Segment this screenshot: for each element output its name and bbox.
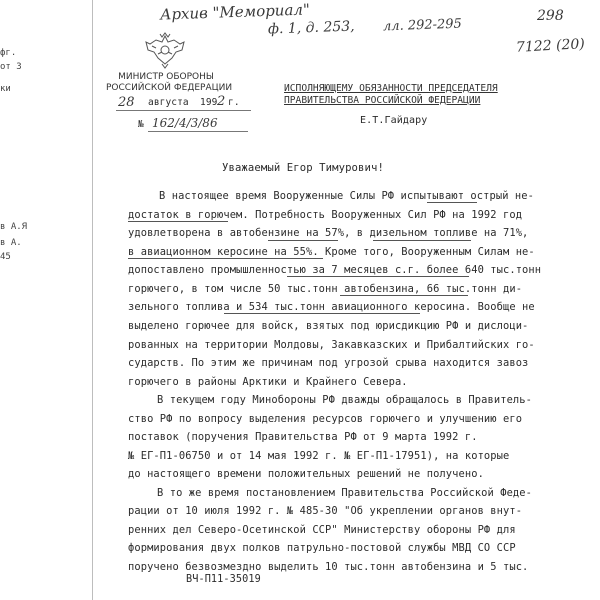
doc-number-prefix: № — [138, 119, 144, 130]
addressee-line-1: ИСПОЛНЯЮЩЕМУ ОБЯЗАННОСТИ ПРЕДСЕДАТЕЛЯ — [284, 83, 498, 94]
footer-code: ВЧ-П11-35019 — [186, 574, 261, 585]
body-line: рованных на территории Молдовы, Закавказских и Прибалтийских го- — [128, 339, 535, 351]
edge-fragment: 45 — [0, 252, 11, 262]
date-year-prefix: 199 — [200, 97, 218, 108]
doc-number-value: 162/4/3/86 — [152, 116, 218, 130]
body-line: В текущем году Минобороны РФ дважды обращалось в Правитель- — [157, 394, 532, 406]
date-day: 28 — [118, 95, 135, 110]
ministry-line-1: МИНИСТР ОБОРОНЫ — [118, 72, 214, 82]
date-line — [116, 94, 251, 111]
edge-fragment: от 3 — [0, 62, 22, 72]
date-year-suffix: г. — [228, 97, 240, 108]
underline-mark — [268, 240, 338, 241]
ministry-header — [106, 72, 233, 94]
edge-fragment: в А.Я — [0, 222, 28, 232]
ministry-line-2: РОССИЙСКОЙ ФЕДЕРАЦИИ — [106, 83, 233, 93]
edge-fragment: в А. — [0, 238, 22, 248]
body-line: горючего, в том числе 50 тыс.тонн автобензина, 66 тыс.тонн ди- — [128, 283, 523, 295]
body-line: поручено безвозмездно выделить 10 тыс.тонн автобензина и 5 тыс. — [128, 561, 529, 573]
body-line: № ЕГ-П1-06750 и от 14 мая 1992 г. № ЕГ-П1-17951), на которые — [128, 450, 510, 462]
body-line: в авиационном керосине на 55%. Кроме того, Вооруженным Силам не- — [128, 246, 535, 258]
body-line: формирования двух полков патрульно-постовой службы МВД СО ССР — [128, 542, 516, 554]
salutation: Уважаемый Егор Тимурович! — [222, 162, 384, 174]
eagle-crest-icon — [142, 30, 188, 70]
underline-mark — [427, 202, 477, 203]
addressee-name: Е.Т.Гайдару — [360, 115, 428, 126]
body-line: удовлетворена в автобензине на 57%, в дизельном топливе на 71%, — [128, 227, 529, 239]
body-line: допоставлено промышленностью за 7 месяцев с.г. более 640 тыс.тонн — [128, 264, 542, 276]
body-line: рации от 10 июля 1992 г. № 485-30 "Об укреплении органов внут- — [128, 505, 523, 517]
underline-mark — [128, 221, 228, 222]
body-line: достаток в горючем. Потребность Вооруженных Сил РФ на 1992 год — [128, 209, 523, 221]
underline-mark — [373, 240, 471, 241]
scan-fold-line — [92, 0, 93, 600]
body-line: В то же время постановлением Правительства Российской Феде- — [157, 487, 532, 499]
date-month: августа — [148, 97, 189, 108]
edge-fragment: фг. — [0, 48, 17, 58]
addressee-line-2: ПРАВИТЕЛЬСТВА РОССИЙСКОЙ ФЕДЕРАЦИИ — [284, 95, 481, 106]
underline-mark — [287, 276, 469, 277]
archive-ref-1: ф. 1, д. 253, — [267, 18, 355, 38]
body-line: выделено горючее для войск, взятых под юрисдикцию РФ и дислоци- — [128, 320, 529, 332]
corner-number: 298 — [537, 8, 564, 24]
archive-ref-2: лл. 292-295 — [382, 16, 463, 35]
doc-number-line — [138, 118, 253, 132]
body-line: зельного топлива и 534 тыс.тонн авиационного керосина. Вообще не — [128, 301, 535, 313]
body-line: В настоящее время Вооруженные Силы РФ испытывают острый не- — [159, 190, 534, 202]
body-line: ренних дел Северо-Осетинской ССР" Министерству обороны РФ для — [128, 524, 516, 536]
archive-note: Архив "Мемориал" — [159, 0, 311, 24]
body-line: поставок (поручения Правительства РФ от 9 марта 1992 г. — [128, 431, 478, 443]
edge-fragment: ки — [0, 84, 11, 94]
body-line: горючего в районы Арктики и Крайнего Севера. — [128, 376, 408, 388]
body-line: ство РФ по вопросу выделения ресурсов горючего и улучшению его — [128, 413, 523, 425]
underline-mark — [340, 295, 468, 296]
date-year-digit: 2 — [217, 94, 226, 109]
body-line: сударств. По этим же причинам под угрозой срыва находится завоз — [128, 357, 529, 369]
body-line: до настоящего времени положительных решений не получено. — [128, 468, 484, 480]
underline-mark — [128, 258, 323, 259]
underline-mark — [224, 313, 420, 314]
registration-number: 7122 (20) — [515, 36, 586, 56]
